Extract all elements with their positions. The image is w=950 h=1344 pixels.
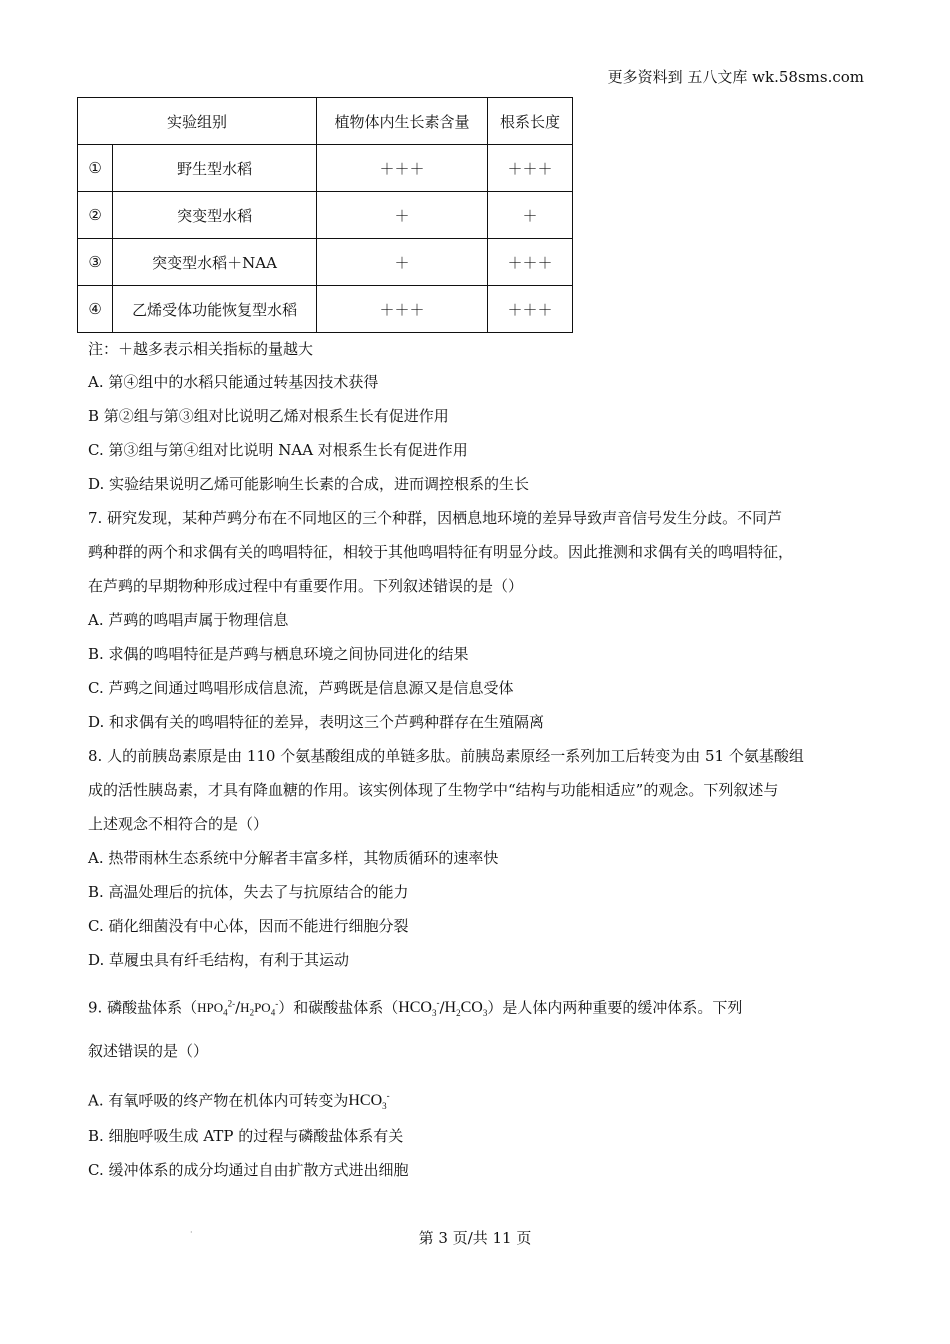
table-row (78, 192, 573, 239)
table-note: 注：＋越多表示相关指标的量越大 (88, 340, 314, 358)
q9-option-a: A. 有氧呼吸的终产物在机体内可转变为$HCO_3^-$ (88, 1091, 390, 1112)
row-root: ＋＋＋ (488, 239, 573, 286)
row-group: 乙烯受体功能恢复型水稻 (113, 286, 317, 333)
row-group: 野生型水稻 (113, 145, 317, 192)
q7-option-c: C. 芦鹀之间通过鸣唱形成信息流，芦鹀既是信息源又是信息受体 (88, 679, 514, 697)
row-auxin: ＋ (317, 239, 488, 286)
q9-option-b: B. 细胞呼吸生成 ATP 的过程与磷酸盐体系有关 (88, 1127, 404, 1145)
formula-h2co3: $H_2CO_3$ (444, 999, 488, 1019)
q8-stem-line-3: 上述观念不相符合的是（） (88, 815, 269, 833)
questions (88, 365, 878, 1187)
q9-text-2: ）和碳酸盐体系（ (278, 998, 399, 1017)
q6-option-d: D. 实验结果说明乙烯可能影响生长素的合成，进而调控根系的生长 (88, 475, 530, 493)
row-number: ② (78, 192, 113, 239)
q7-option-a: A. 芦鹀的鸣唱声属于物理信息 (88, 611, 289, 629)
q7-stem-line-3: 在芦鹀的早期物种形成过程中有重要作用。下列叙述错误的是（） (88, 577, 524, 595)
q6-option-b: B 第②组与第③组对比说明乙烯对根系生长有促进作用 (88, 407, 449, 425)
table-row (78, 145, 573, 192)
q8-option-a: A. 热带雨林生态系统中分解者丰富多样，其物质循环的速率快 (88, 849, 499, 867)
formula-slash: / (439, 998, 445, 1017)
experiment-table (77, 97, 573, 333)
formula-slash: / (235, 998, 241, 1017)
formula-hpo4: $HPO_4^{2-}$ (197, 999, 236, 1018)
q8-stem-line-2: 成的活性胰岛素，才具有降血糖的作用。该实例体现了生物学中“结构与功能相适应”的观念。下列叙述与 (88, 781, 779, 799)
q8-option-b: B. 高温处理后的抗体，失去了与抗原结合的能力 (88, 883, 409, 901)
row-group: 突变型水稻 (113, 192, 317, 239)
page-header: 更多资料到 五八文库 wk.58sms.com (607, 68, 864, 86)
q9-stem-line-1 (88, 977, 878, 1029)
row-number: ③ (78, 239, 113, 286)
header-root: 根系长度 (488, 98, 573, 145)
table-row (78, 286, 573, 333)
q9-text-1: 9. 磷酸盐体系（ (88, 998, 198, 1017)
q8-option-c: C. 硝化细菌没有中心体，因而不能进行细胞分裂 (88, 917, 409, 935)
header-auxin: 植物体内生长素含量 (317, 98, 488, 145)
q8-stem-line-1: 8. 人的前胰岛素原是由 110 个氨基酸组成的单链多肽。前胰岛素原经一系列加工后转变为由 51 个氨基酸组 (88, 747, 804, 765)
table-row (78, 239, 573, 286)
q7-stem-line-2: 鹀种群的两个和求偶有关的鸣唱特征，相较于其他鸣唱特征有明显分歧。因此推测和求偶有关的鸣唱特征， (88, 543, 794, 561)
q9-option-c: C. 缓冲体系的成分均通过自由扩散方式进出细胞 (88, 1161, 409, 1179)
table-header-row (78, 98, 573, 145)
formula-h2po4: $H_2PO_4^-$ (240, 999, 279, 1018)
page-footer: 第 3 页/共 11 页 (418, 1229, 532, 1247)
q6-option-c: C. 第③组与第④组对比说明 NAA 对根系生长有促进作用 (88, 441, 468, 459)
row-number: ① (78, 145, 113, 192)
row-root: ＋＋＋ (488, 286, 573, 333)
q8-option-d: D. 草履虫具有纤毛结构，有利于其运动 (88, 951, 350, 969)
row-auxin: ＋＋＋ (317, 145, 488, 192)
formula-hco3: $HCO_3^-$ (398, 998, 440, 1019)
q7-stem-line-1: 7. 研究发现，某种芦鹀分布在不同地区的三个种群，因栖息地环境的差异导致声音信号发生分歧。不同芦 (88, 509, 783, 527)
q7-option-b: B. 求偶的鸣唱特征是芦鹀与栖息环境之间协同进化的结果 (88, 645, 469, 663)
q9-text-3: ）是人体内两种重要的缓冲体系。下列 (487, 998, 743, 1017)
q7-option-d: D. 和求偶有关的鸣唱特征的差异，表明这三个芦鹀种群存在生殖隔离 (88, 713, 545, 731)
q9-stem-line-2: 叙述错误的是（） (88, 1042, 209, 1060)
header-group: 实验组别 (78, 98, 317, 145)
row-root: ＋ (488, 192, 573, 239)
row-number: ④ (78, 286, 113, 333)
row-group: 突变型水稻＋NAA (113, 239, 317, 286)
row-auxin: ＋＋＋ (317, 286, 488, 333)
q6-option-a: A. 第④组中的水稻只能通过转基因技术获得 (88, 373, 379, 391)
dot-mark: · (190, 1228, 193, 1237)
row-root: ＋＋＋ (488, 145, 573, 192)
row-auxin: ＋ (317, 192, 488, 239)
formula-hco3: $HCO_3^-$ (348, 1091, 390, 1112)
